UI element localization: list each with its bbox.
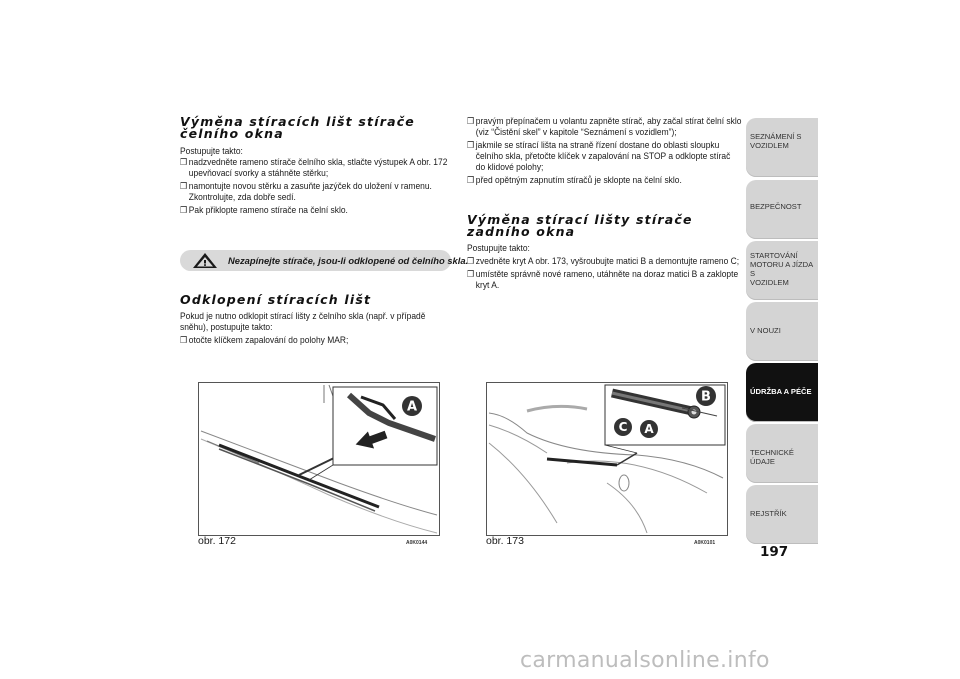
intro-text: Postupujte takto: <box>180 146 243 157</box>
list-item: ❒ před opětným zapnutím stíračů je sklopte na čelní sklo. <box>467 175 682 186</box>
tab-udrzba-a-pece[interactable]: ÚDRŽBA A PÉČE <box>746 363 818 422</box>
left-text-block-1 <box>180 146 453 216</box>
figure-172 <box>198 382 440 536</box>
paragraph: Pokud je nutno odklopit stírací lišty z čelního skla (např. v případě sněhu), postupujte takto: <box>180 311 426 333</box>
list-item: ❒ namontujte novou stěrku a zasuňte jazýček do uložení v ramenu. Zkontrolujte, zda dobře sedí. <box>180 181 432 203</box>
tab-bezpecnost[interactable]: BEZPEČNOST <box>746 180 818 239</box>
figure-code: A0K0101 <box>694 540 716 546</box>
checkbox-bullet-icon: ❒ <box>467 116 475 126</box>
figure-173 <box>486 382 728 536</box>
tab-v-nouzi[interactable]: V NOUZI <box>746 302 818 361</box>
warning-triangle-icon <box>192 252 218 269</box>
checkbox-bullet-icon: ❒ <box>180 335 188 345</box>
checkbox-bullet-icon: ❒ <box>180 157 188 167</box>
intro-text: Postupujte takto: <box>467 243 530 254</box>
checkbox-bullet-icon: ❒ <box>467 140 475 150</box>
warning-box <box>180 250 469 271</box>
label-a-icon <box>639 419 659 439</box>
figure-caption: obr. 172 <box>198 535 236 547</box>
list-item: ❒ umístěte správně nové rameno, utáhněte na doraz matici B a zaklopte kryt A. <box>467 269 739 291</box>
svg-text:A: A <box>644 422 654 436</box>
tab-startovani[interactable]: STARTOVÁNÍ MOTORU A JÍZDA S VOZIDLEM <box>746 241 818 300</box>
section-title-front-wiper: Výměna stíracích lišt stírače čelního okna <box>180 114 415 141</box>
list-item: ❒ zvedněte kryt A obr. 173, vyšroubujte matici B a demontujte rameno C; <box>467 256 740 267</box>
tab-rejstrik[interactable]: REJSTŘÍK <box>746 485 818 544</box>
right-text-block-2 <box>467 243 742 291</box>
checkbox-bullet-icon: ❒ <box>180 205 188 215</box>
watermark: carmanualsonline.info <box>520 648 770 673</box>
list-item: ❒ otočte klíčkem zapalování do polohy MAR; <box>180 335 349 346</box>
figure-caption: obr. 173 <box>486 535 524 547</box>
svg-text:A: A <box>406 399 418 415</box>
page-number: 197 <box>760 544 789 560</box>
checkbox-bullet-icon: ❒ <box>467 256 475 266</box>
svg-text:B: B <box>701 389 711 405</box>
tab-technicke-udaje[interactable]: TECHNICKÉ ÚDAJE <box>746 424 818 483</box>
section-title-rear-wiper: Výměna stírací lišty stírače zadního okna <box>467 212 693 239</box>
label-a-icon <box>401 395 423 417</box>
figure-code: A0K0144 <box>406 540 428 546</box>
list-item: ❒ nadzvedněte rameno stírače čelního skla, stlačte výstupek A obr. 172 upevňovací svorky a stáhněte stěrku; <box>180 157 448 179</box>
list-item: ❒ jakmile se stírací lišta na straně řízení dostane do oblasti sloupku čelního skla, přetočte klíček v zapalování na STOP a odklopte stírač do klidové polohy; <box>467 140 731 173</box>
section-title-fold-wipers: Odklopení stíracích lišt <box>180 292 372 307</box>
checkbox-bullet-icon: ❒ <box>467 175 475 185</box>
label-c-icon <box>613 417 633 437</box>
list-item: ❒ Pak přiklopte rameno stírače na čelní sklo. <box>180 205 348 216</box>
checkbox-bullet-icon: ❒ <box>180 181 188 191</box>
right-text-block-1 <box>467 116 742 186</box>
left-text-block-2 <box>180 311 453 346</box>
rear-wiper-illustration <box>487 383 727 535</box>
warning-text: Nezapínejte stírače, jsou-li odklopené od čelního skla. <box>228 255 469 266</box>
list-item: ❒ pravým přepínačem u volantu zapněte stírač, aby začal stírat čelní sklo (viz “Čistění skel” v kapitole “Seznámení s vozidlem”); <box>467 116 742 138</box>
label-b-icon <box>695 385 717 407</box>
tab-seznameni-s-vozidlem[interactable]: SEZNÁMENÍ S VOZIDLEM <box>746 118 818 177</box>
checkbox-bullet-icon: ❒ <box>467 269 475 279</box>
svg-text:C: C <box>618 420 628 434</box>
